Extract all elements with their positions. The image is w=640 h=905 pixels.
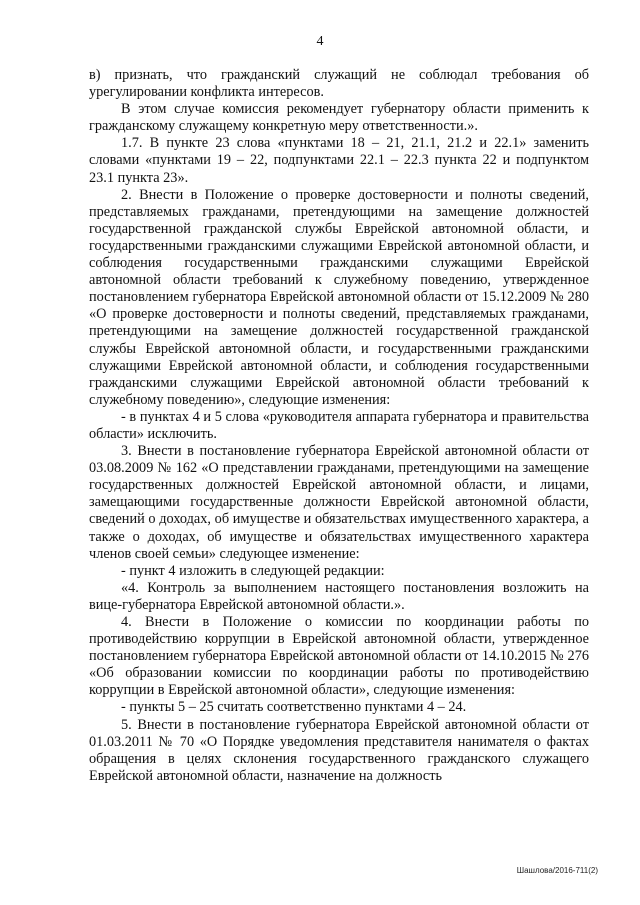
paragraph-clause-v: в) признать, что гражданский служащий не соблюдал требования об урегулировании конфликта интересов. xyxy=(89,67,589,101)
paragraph-item-2-change: - в пунктах 4 и 5 слова «руководителя аппарата губернатора и правительства области» исключить. xyxy=(89,408,589,442)
page-number: 4 xyxy=(316,34,324,49)
paragraph-item-3: 3. Внести в постановление губернатора Еврейской автономной области от 03.08.2009 № 162 «О представлении гражданами, претендующими на замещение государственных должностей Еврейской автономной области, и лицами, замещающими государственные должности Еврейской автономной области, сведений о доходах, об имуществе и обязательствах имущественного характера, а также о доходах, об имуществе и обязательствах имущественного характера членов своей семьи» следующее изменение: xyxy=(89,443,589,562)
paragraph-item-5: 5. Внести в постановление губернатора Еврейской автономной области от 01.03.2011 № 70 «О Порядке уведомления представителя нанимателя о фактах обращения в целях склонения государственного гражданского служащего Еврейской автономной области, назначение на должность xyxy=(89,716,589,784)
paragraph-item-4-change: - пункты 5 – 25 считать соответственно пунктами 4 – 24. xyxy=(121,699,467,716)
document-body xyxy=(89,67,589,785)
paragraph-item-1-7: 1.7. В пункте 23 слова «пунктами 18 – 21, 21.1, 21.2 и 22.1» заменить словами «пунктами 19 – 22, подпунктами 22.1 – 22.3 пункта 22 и подпунктом 23.1 пункта 23». xyxy=(89,135,589,186)
paragraph-item-3-change: - пункт 4 изложить в следующей редакции: xyxy=(121,562,385,579)
paragraph-item-4: 4. Внести в Положение о комиссии по координации работы по противодействию коррупции в Еврейской автономной области, утвержденное постановлением губернатора Еврейской автономной области от 14.10.2015 № 276 «Об образовании комиссии по координации работы по противодействию коррупции в Еврейской автономной области», следующие изменения: xyxy=(89,614,589,699)
footer-document-code: Шашлова/2016-711(2) xyxy=(516,866,598,875)
paragraph-item-2: 2. Внести в Положение о проверке достоверности и полноты сведений, представляемых гражданами, претендующими на замещение должностей государственной гражданской службы Еврейской автономной области, и государственными гражданскими служащими Еврейской автономной области, и соблюдения государственными гражданскими служащими Еврейской автономной области требований к служебному поведению, утвержденное постановлением губернатора Еврейской автономной области от 15.12.2009 № 280 «О проверке достоверности и полноты сведений, представляемых гражданами, претендующими на замещение должностей государственной гражданской службы Еврейской автономной области, и государственными гражданскими служащими Еврейской автономной области, и соблюдения государственными гражданскими служащими Еврейской автономной области требований к служебному поведению», следующие изменения: xyxy=(89,186,589,408)
paragraph-commission-recommendation: В этом случае комиссия рекомендует губернатору области применить к гражданскому служащему конкретную меру ответственности.». xyxy=(89,101,589,135)
paragraph-item-3-new-text: «4. Контроль за выполнением настоящего постановления возложить на вице-губернатора Еврейской автономной области.». xyxy=(89,579,589,613)
